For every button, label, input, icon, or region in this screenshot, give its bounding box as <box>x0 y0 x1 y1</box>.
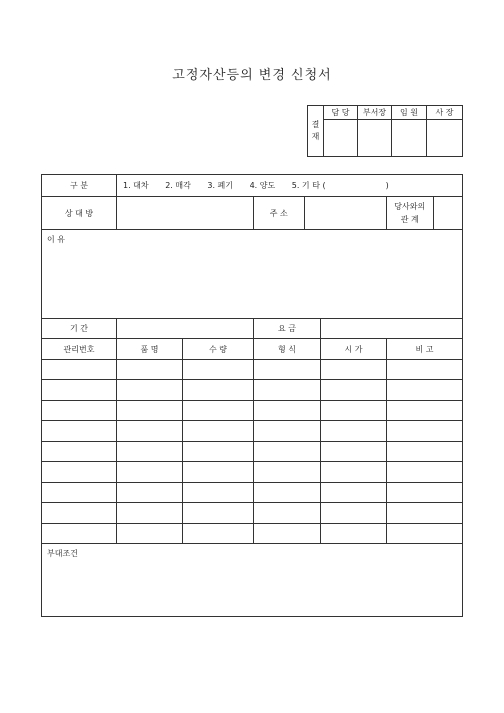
table-row <box>42 421 463 442</box>
approval-side-label: 결 재 <box>308 106 324 157</box>
fee-field[interactable] <box>321 319 463 339</box>
table-row <box>42 462 463 483</box>
period-label: 기 간 <box>42 319 117 339</box>
category-label: 구 분 <box>42 175 117 197</box>
option-disposal[interactable]: 3. 폐기 <box>207 181 234 190</box>
reason-field[interactable] <box>42 230 463 319</box>
approval-sign-executive[interactable] <box>392 120 427 157</box>
option-sale[interactable]: 2. 매각 <box>165 181 191 190</box>
conditions-label: 부대조건 <box>47 549 78 558</box>
address-field[interactable] <box>304 197 386 229</box>
page-title: 고정자산등의 변경 신청서 <box>172 68 332 83</box>
conditions-field[interactable] <box>42 544 463 617</box>
column-header-item-name: 품 명 <box>117 339 183 360</box>
relation-label: 당사와의 관 계 <box>387 197 433 229</box>
column-header-market-price: 시 가 <box>321 339 387 360</box>
table-row <box>42 524 463 544</box>
approval-sign-manager[interactable] <box>358 120 392 157</box>
approval-header-manager: 부서장 <box>358 106 392 120</box>
fee-label: 요 금 <box>254 319 321 339</box>
approval-sign-staff[interactable] <box>324 120 358 157</box>
reason-label: 이 유 <box>47 235 65 244</box>
option-other[interactable]: 5. 기 타 ( <box>291 181 326 190</box>
approval-sign-president[interactable] <box>427 120 463 157</box>
column-header-management-number: 관리번호 <box>42 339 117 360</box>
table-row <box>42 483 463 503</box>
application-form-table <box>41 174 463 617</box>
approval-header-staff: 담 당 <box>324 106 358 120</box>
period-field[interactable] <box>117 319 254 339</box>
approval-header-president: 사 장 <box>427 106 463 120</box>
column-header-remarks: 비 고 <box>387 339 463 360</box>
table-row <box>42 442 463 462</box>
table-row <box>42 360 463 380</box>
option-lease[interactable]: 1. 대차 <box>123 181 149 190</box>
counterparty-label: 상 대 방 <box>42 197 117 230</box>
table-row <box>42 401 463 421</box>
approval-table <box>307 105 463 157</box>
category-options[interactable]: 1. 대차 2. 매각 3. 폐기 4. 양도 5. 기 타 ( ) <box>117 175 463 197</box>
table-row <box>42 380 463 401</box>
relation-field[interactable] <box>433 197 462 229</box>
address-label: 주 소 <box>254 197 304 229</box>
option-transfer[interactable]: 4. 양도 <box>249 181 276 190</box>
column-header-quantity: 수 량 <box>183 339 254 360</box>
approval-header-executive: 임 원 <box>392 106 427 120</box>
counterparty-field[interactable] <box>117 197 254 230</box>
table-row <box>42 503 463 524</box>
column-header-type: 형 식 <box>254 339 321 360</box>
